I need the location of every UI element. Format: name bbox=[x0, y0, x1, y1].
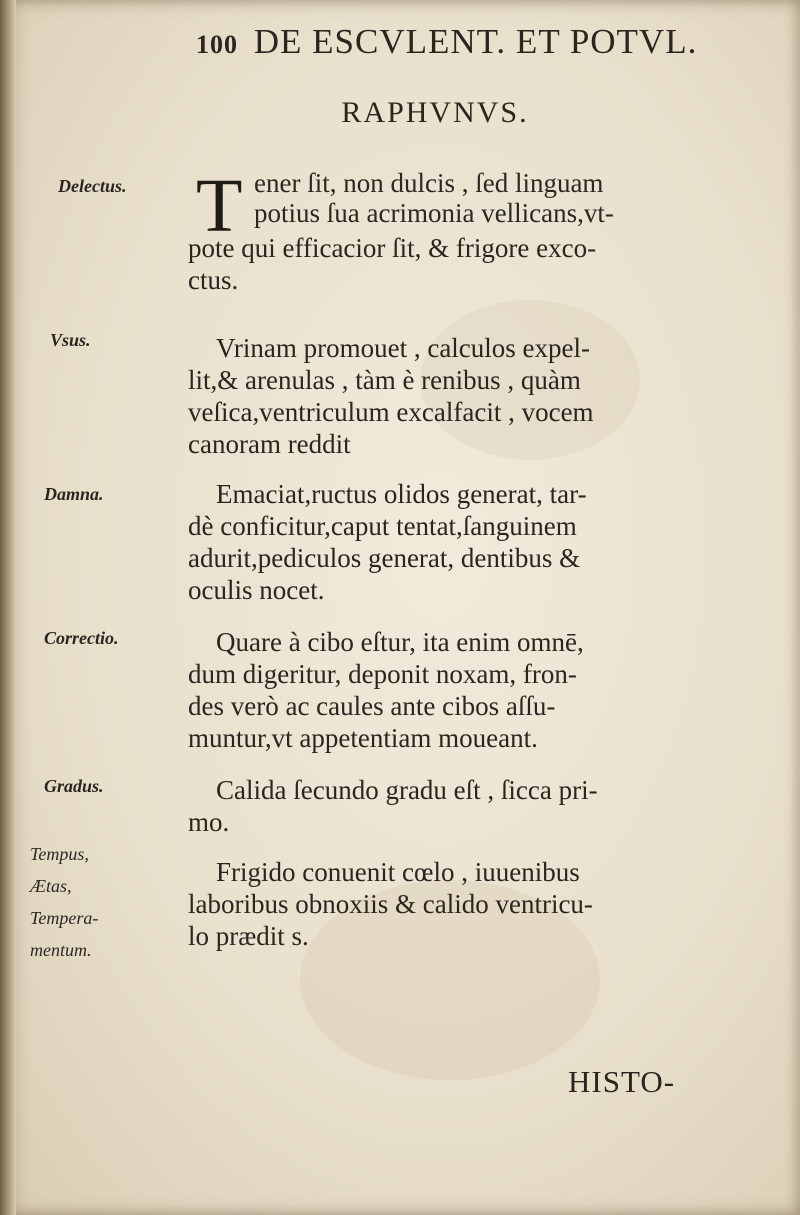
text-line: potius ſua acrimonia vellicans,vt- bbox=[254, 198, 614, 228]
margin-note-tempus bbox=[30, 838, 98, 966]
text-line: Quare à cibo eſtur, ita enim omnē, bbox=[216, 627, 584, 657]
text-line: ctus. bbox=[188, 265, 239, 295]
paragraph-1 bbox=[196, 164, 756, 248]
text-line: pote qui efficacior ſit, & frigore exco- bbox=[188, 233, 597, 263]
margin-note-line: Ætas, bbox=[30, 876, 72, 896]
page-number: 100 bbox=[196, 30, 238, 59]
text-line: Vrinam promouet , calculos expel- bbox=[216, 333, 591, 363]
text-line: mo. bbox=[188, 807, 230, 837]
margin-note-line: mentum. bbox=[30, 940, 92, 960]
text-line: oculis nocet. bbox=[188, 575, 325, 605]
margin-note-gradus: Gradus. bbox=[44, 776, 104, 796]
margin-note-delectus: Delectus. bbox=[58, 176, 127, 196]
text-line: muntur,vt appetentiam moueant. bbox=[188, 723, 538, 753]
margin-note-correctio: Correctio. bbox=[44, 628, 119, 648]
text-line: veſica,ventriculum excalfacit , vocem bbox=[188, 397, 594, 427]
text-line: Frigido conuenit cœlo , iuuenibus bbox=[216, 857, 580, 887]
text-line: dum digeritur, deponit noxam, fron- bbox=[188, 659, 577, 689]
margin-note-damna: Damna. bbox=[44, 484, 104, 504]
text-line: adurit,pediculos generat, dentibus & bbox=[188, 543, 581, 573]
text-line: laboribus obnoxiis & calido ventricu- bbox=[188, 889, 593, 919]
margin-note-usus: Vsus. bbox=[50, 330, 91, 350]
paragraph-3 bbox=[188, 478, 748, 606]
text-line: lo prædit s. bbox=[188, 921, 309, 951]
running-title: DE ESCVLENT. ET POTVL. bbox=[253, 22, 698, 61]
margin-note-line: Tempus, bbox=[30, 844, 89, 864]
paragraph-2 bbox=[188, 332, 748, 460]
text-line: dè conficitur,caput tentat,ſanguinem bbox=[188, 511, 577, 541]
text-line: des verò ac caules ante cibos aſſu- bbox=[188, 691, 556, 721]
paragraph-5 bbox=[188, 774, 748, 838]
running-head bbox=[196, 22, 756, 62]
drop-cap: T bbox=[196, 164, 243, 248]
text-line: canoram reddit bbox=[188, 429, 351, 459]
text-line: lit,& arenulas , tàm è renibus , quàm bbox=[188, 365, 581, 395]
text-line: Calida ſecundo gradu eſt , ſicca pri- bbox=[216, 775, 598, 805]
margin-note-line: Tempera- bbox=[30, 908, 99, 928]
section-title: RAPHVNVS. bbox=[341, 96, 529, 129]
text-line: Emaciat,ructus olidos generat, tar- bbox=[216, 479, 587, 509]
paragraph-6 bbox=[188, 856, 748, 952]
catchword: HISTO- bbox=[568, 1064, 676, 1099]
text-line: ener ſit, non dulcis , ſed linguam bbox=[254, 168, 604, 198]
paragraph-1-rest bbox=[188, 232, 748, 296]
page-gutter-edge bbox=[0, 0, 16, 1215]
paragraph-4 bbox=[188, 626, 748, 754]
